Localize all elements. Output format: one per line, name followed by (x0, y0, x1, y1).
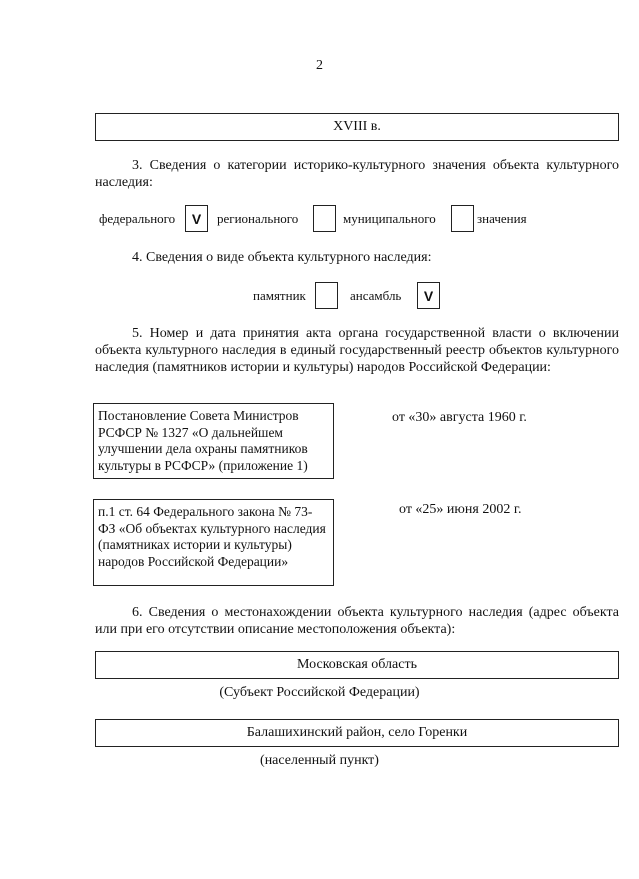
century-value: XVIII в. (333, 119, 381, 134)
ensemble-checkbox (417, 282, 440, 309)
regional-checkbox (313, 205, 336, 232)
act-2-date: от «25» июня 2002 г. (399, 502, 522, 517)
locality-caption: (населенный пункт) (260, 753, 379, 768)
act-1-name: Постановление Совета Министров РСФСР № 1327 «О дальнейшем улучшении дела охраны памятников культуры в РСФСР» (приложение 1) (98, 408, 308, 473)
municipal-checkbox (451, 205, 474, 232)
region-caption: (Субъект Российской Федерации) (219, 685, 420, 700)
municipal-label: муниципального (343, 211, 436, 226)
federal-checkbox (185, 205, 208, 232)
section6-text: 6. Сведения о местонахождении объекта культурного наследия (адрес объекта или при его отсутствии описание местоположения объекта): (95, 605, 619, 637)
act-2-box (93, 499, 334, 586)
locality-value: Балашихинский район, село Горенки (246, 725, 468, 740)
ensemble-mark: V (423, 287, 434, 304)
locality-box (95, 719, 619, 747)
section4-text: 4. Сведения о виде объекта культурного наследия: (132, 250, 432, 265)
act-2-name: п.1 ст. 64 Федерального закона № 73-ФЗ «Об объектах культурного наследия (памятниках истории и культуры) народов Российской Федерации» (98, 504, 326, 569)
region-box (95, 651, 619, 679)
ensemble-label: ансамбль (350, 288, 402, 303)
section5-text: 5. Номер и дата принятия акта органа государственной власти о включении объекта культурного наследия в единый государственный реестр объектов культурного наследия (памятников истории и культуры) народов Российской Федерации: (95, 326, 619, 375)
monument-label: памятник (253, 288, 306, 303)
regional-label: регионального (217, 211, 299, 226)
act-1-date: от «30» августа 1960 г. (392, 410, 527, 425)
section3-text: 3. Сведения о категории историко-культурного значения объекта культурного наследия: (95, 158, 619, 190)
monument-checkbox (315, 282, 338, 309)
significance-suffix: значения (477, 211, 527, 226)
federal-mark: V (191, 210, 202, 227)
region-value: Московская область (297, 657, 417, 672)
act-1-box (93, 403, 334, 479)
page-number: 2 (316, 58, 323, 73)
federal-label: федерального (99, 211, 176, 226)
century-box (95, 113, 619, 141)
